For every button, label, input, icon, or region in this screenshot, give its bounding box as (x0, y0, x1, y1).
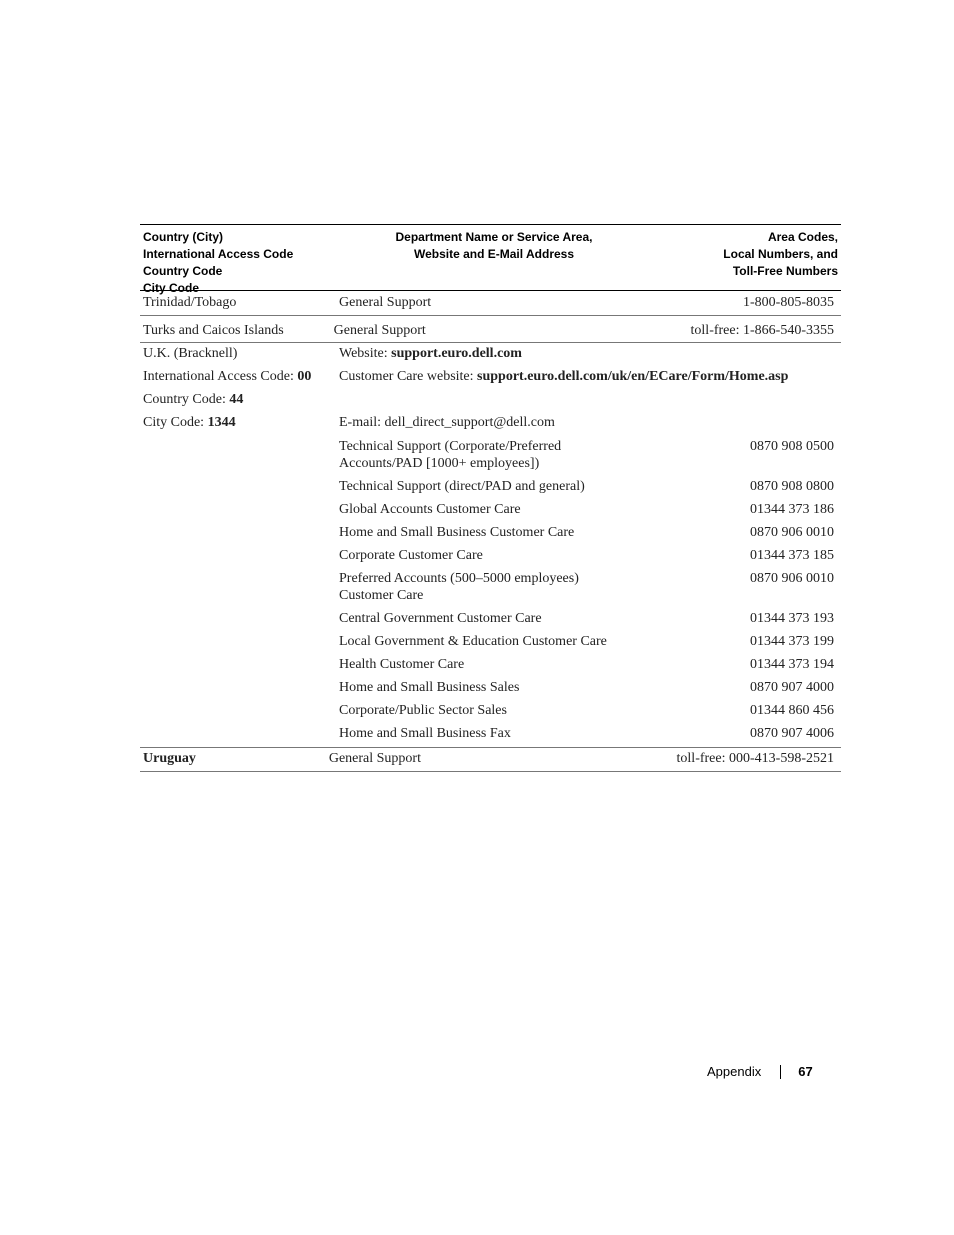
service-line: Technical Support (direct/PAD and general) (339, 479, 585, 494)
service-name (336, 501, 706, 518)
empty-cell (140, 725, 336, 742)
service-row (140, 610, 841, 627)
service-line: Local Government & Education Customer Care (339, 634, 607, 649)
service-line: Accounts/PAD [1000+ employees]) (339, 456, 540, 471)
phone-number: toll-free: 000-413-598-2521 (676, 751, 834, 766)
service-name (336, 570, 706, 604)
service-line: Central Government Customer Care (339, 611, 542, 626)
department: General Support (328, 751, 421, 766)
country-group-trinidad (140, 291, 841, 316)
phone-number: 01344 373 194 (750, 657, 834, 672)
service-line: Global Accounts Customer Care (339, 502, 521, 517)
service-name (336, 633, 706, 650)
service-row (140, 524, 841, 541)
cc-value: 44 (229, 392, 244, 407)
phone-number: 0870 907 4006 (750, 726, 834, 741)
cc-label: Country Code: (143, 392, 230, 407)
empty-cell (140, 478, 336, 495)
city-code (140, 414, 336, 431)
empty-cell (140, 679, 336, 696)
iac-label: International Access Code: (143, 369, 298, 384)
city-value: 1344 (207, 415, 236, 430)
international-access-code (140, 368, 336, 385)
phone-number: 01344 373 193 (750, 611, 834, 626)
table-row (140, 391, 841, 408)
service-name (336, 478, 706, 495)
table-row (140, 750, 841, 767)
empty-cell (140, 501, 336, 518)
city-label: City Code: (143, 415, 208, 430)
table-header (140, 224, 841, 295)
empty-cell (140, 570, 336, 604)
phone-number: toll-free: 1-866-540-3355 (690, 323, 834, 338)
footer-section: Appendix (707, 1064, 762, 1079)
service-line: Technical Support (Corporate/Preferred (339, 439, 562, 454)
table-row (140, 322, 841, 339)
service-name (336, 656, 706, 673)
empty-cell (140, 610, 336, 627)
department: General Support (333, 323, 426, 338)
table-row (140, 345, 841, 362)
country-group-uk (140, 343, 841, 748)
header-line: Area Codes, (767, 230, 838, 244)
phone-number: 1-800-805-8035 (743, 295, 834, 310)
service-line: Corporate Customer Care (339, 548, 483, 563)
cc-website-link[interactable]: support.euro.dell.com/uk/en/ECare/Form/Home.asp (477, 369, 789, 384)
phone-number: 0870 908 0800 (750, 479, 834, 494)
phone-number: 01344 373 199 (750, 634, 834, 649)
website (336, 345, 841, 362)
service-name (336, 438, 706, 472)
service-row (140, 478, 841, 495)
uk-services (140, 438, 841, 742)
service-row (140, 633, 841, 650)
country-group-uruguay (140, 748, 841, 772)
service-name (336, 547, 706, 564)
service-row (140, 702, 841, 719)
country-name: Trinidad/Tobago (143, 295, 237, 310)
table-row (140, 294, 841, 311)
cc-website-label: Customer Care website: (339, 369, 478, 384)
header-line: Department Name or Service Area, (395, 230, 593, 244)
country-name: U.K. (Bracknell) (143, 346, 238, 361)
iac-value: 00 (297, 369, 312, 384)
service-line: Home and Small Business Sales (339, 680, 520, 695)
footer-divider (780, 1065, 781, 1079)
phone-number: 0870 907 4000 (750, 680, 834, 695)
header-numbers (649, 229, 841, 286)
table-row (140, 368, 841, 385)
empty-cell (336, 391, 706, 408)
department: General Support (339, 295, 432, 310)
service-row (140, 501, 841, 518)
header-line: International Access Code (143, 247, 294, 261)
phone-number: 01344 373 186 (750, 502, 834, 517)
phone-number: 0870 908 0500 (750, 439, 834, 454)
service-row (140, 656, 841, 673)
country-group-turks (140, 316, 841, 343)
customer-care-website (336, 368, 841, 385)
header-line: City Code (143, 281, 200, 295)
phone-number: 0870 906 0010 (750, 525, 834, 540)
website-label: Website: (339, 346, 392, 361)
service-row (140, 679, 841, 696)
empty-cell (140, 702, 336, 719)
country-name: Turks and Caicos Islands (143, 323, 284, 338)
service-line: Customer Care (339, 588, 424, 603)
contact-table (140, 224, 841, 772)
service-line: Health Customer Care (339, 657, 465, 672)
header-line: Country (City) (143, 230, 223, 244)
header-line: Country Code (143, 264, 223, 278)
service-name (336, 610, 706, 627)
website-link[interactable]: support.euro.dell.com (391, 346, 522, 361)
header-line: Website and E-Mail Address (413, 247, 575, 261)
page-number: 67 (798, 1064, 813, 1079)
service-name (336, 679, 706, 696)
empty-cell (140, 547, 336, 564)
service-line: Corporate/Public Sector Sales (339, 703, 507, 718)
page-footer (707, 1063, 813, 1080)
empty-cell (140, 438, 336, 472)
empty-cell (140, 524, 336, 541)
service-row (140, 570, 841, 604)
empty-cell (140, 633, 336, 650)
service-line: Home and Small Business Fax (339, 726, 511, 741)
table-row (140, 414, 841, 431)
service-line: Home and Small Business Customer Care (339, 525, 575, 540)
country-code (140, 391, 336, 408)
service-name (336, 524, 706, 541)
empty-cell (140, 656, 336, 673)
country-name: Uruguay (143, 751, 196, 766)
phone-number: 0870 906 0010 (750, 571, 834, 586)
service-row (140, 547, 841, 564)
phone-number: 01344 860 456 (750, 703, 834, 718)
service-name (336, 702, 706, 719)
header-department (339, 229, 649, 286)
service-row (140, 438, 841, 472)
service-row (140, 725, 841, 742)
header-line: Local Numbers, and (723, 247, 838, 261)
service-line: Preferred Accounts (500–5000 employees) (339, 571, 579, 586)
service-name (336, 725, 706, 742)
header-line: Toll-Free Numbers (732, 264, 838, 278)
phone-number: 01344 373 185 (750, 548, 834, 563)
email-address[interactable]: E-mail: dell_direct_support@dell.com (339, 415, 555, 430)
header-country (140, 229, 339, 295)
